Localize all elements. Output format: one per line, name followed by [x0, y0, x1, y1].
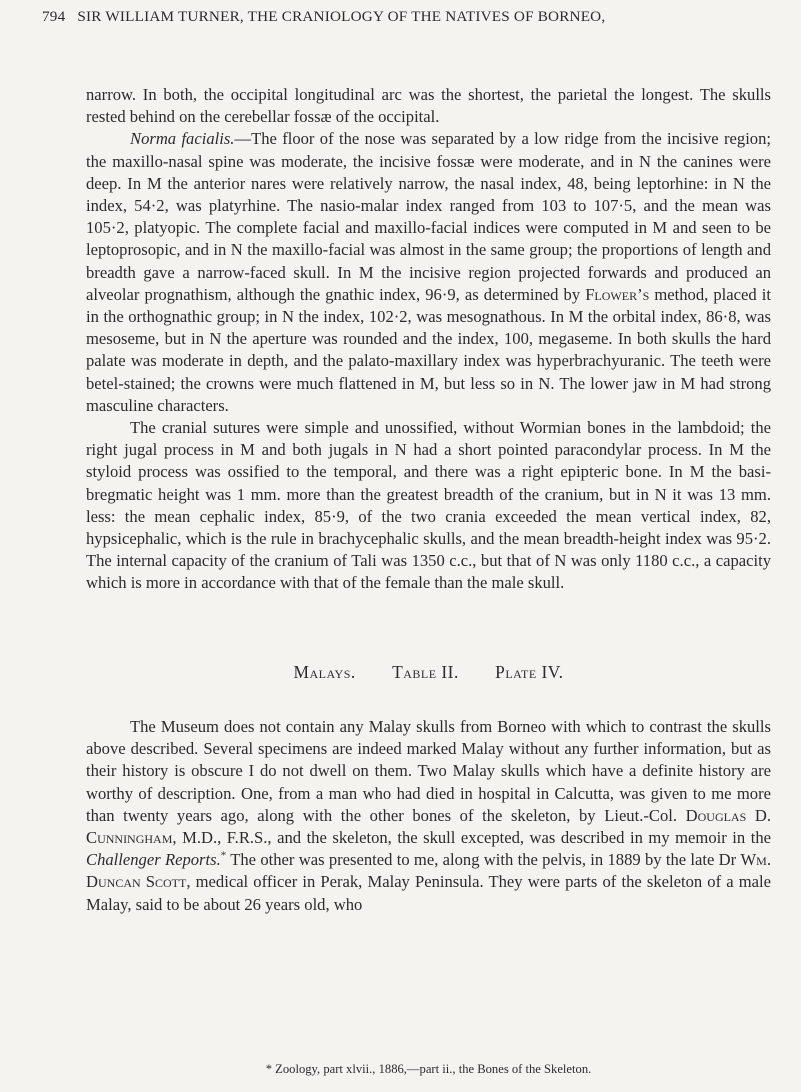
running-header	[42, 8, 768, 26]
paragraph-cranial-sutures: The cranial sutures were simple and unossified, without Wormian bones in the lambdoid; the right jugal process in M and both jugals in N had a short pointed paracondylar process. In M the styloid process was ossified to the temporal, and there was a right epipteric bone. In M the basi-bregmatic height was 1 mm. more than the greatest breadth of the cranium, but in N it was 13 mm. less: the mean cephalic index, 85·9, of the two crania exceeded the mean vertical index, 82, hypsicephalic, which is the rule in brachycephalic skulls, and the mean breadth-height index was 95·2. The internal capacity of the cranium of Tali was 1350 c.c., but that of N was only 1180 c.c., a capacity which is more in accordance with that of the female than the male skull.	[86, 418, 771, 593]
running-title: SIR WILLIAM TURNER, THE CRANIOLOGY OF THE NATIVES OF BORNEO,	[77, 8, 606, 25]
paragraph-norma-facialis	[86, 128, 771, 417]
paragraph-text: The Museum does not contain any Malay skulls from Borneo with which to contrast the skulls above described. Several specimens are indeed marked Malay without any further information, but as their history is obscure I do not dwell on them. Two Malay skulls which have a definite history are worthy of description. One, from a man who had died in hospital in Calcutta, was given to me more than twenty years ago, along with the other bones of the skeleton, by Lieut.-Col.	[86, 717, 771, 825]
section-plate-ref: Plate IV.	[495, 662, 564, 682]
person-name-cunningham: Douglas D. Cunningham	[86, 805, 772, 848]
paragraph-text: , M.D., F.R.S., and the skeleton, the skull excepted, was described in my memoir in the	[172, 828, 771, 848]
footnote: * Zoology, part xlvii., 1886,—part ii., the Bones of the Skeleton.	[265, 1062, 592, 1076]
paragraph-continuation: narrow. In both, the occipital longitudinal arc was the shortest, the parietal the longest. The skulls rested behind on the cerebellar fossæ of the occipital.	[86, 85, 771, 127]
author-name-flower: Flower’s	[585, 284, 650, 304]
norma-facialis-label: Norma facialis.	[130, 129, 235, 149]
paragraph-text: method, placed it in the orthognathic group; in N the index, 102·2, was mesognathous. In M the orbital index, 86·8, was mesoseme, but in N the aperture was rounded and the index, 100, megaseme. In both skulls the hard palate was moderate in depth, and the palato-maxillary index was hyperbrachyuranic. The teeth were betel-stained; the crowns were much flattened in M, but less so in N. The lower jaw in M had strong masculine characters.	[86, 284, 771, 415]
body-text-lower	[86, 716, 771, 916]
paragraph-text: —The floor of the nose was separated by a low ridge from the incisive region; the maxillo-nasal spine was moderate, the incisive fossæ were moderate, and in N the canines were deep. In M the anterior nares were relatively narrow, the nasal index, 48, being leptorhine: in N the index, 54·2, was platyrhine. The nasio-malar index ranged from 103 to 107·5, and the mean was 105·2, platyopic. The complete facial and maxillo-facial indices were computed in M and seen to be leptoprosopic, and in N the maxillo-facial was almost in the same group; the proportions of length and breadth gave a narrow-faced skull. In M the incisive region projected forwards and produced an alveolar prognathism, although the gnathic index, 96·9, as determined by	[86, 129, 772, 304]
page-number: 794	[42, 8, 66, 25]
paragraph-text: , medical officer in Perak, Malay Peninsula. They were parts of the skeleton of a male Malay, said to be about 26 years old, who	[86, 872, 772, 914]
section-title-malays: Malays.	[293, 662, 356, 682]
person-name-scott: Wm. Duncan Scott	[86, 850, 771, 892]
section-table-ref: Table II.	[392, 662, 459, 682]
body-text-upper	[86, 84, 771, 595]
paragraph-text: The other was presented to me, along with the pelvis, in 1889 by the late Dr	[226, 850, 741, 870]
footnote-marker: *	[220, 849, 227, 862]
paragraph-museum	[86, 716, 771, 916]
section-heading	[86, 662, 771, 683]
publication-title: Challenger Reports.	[86, 850, 221, 870]
